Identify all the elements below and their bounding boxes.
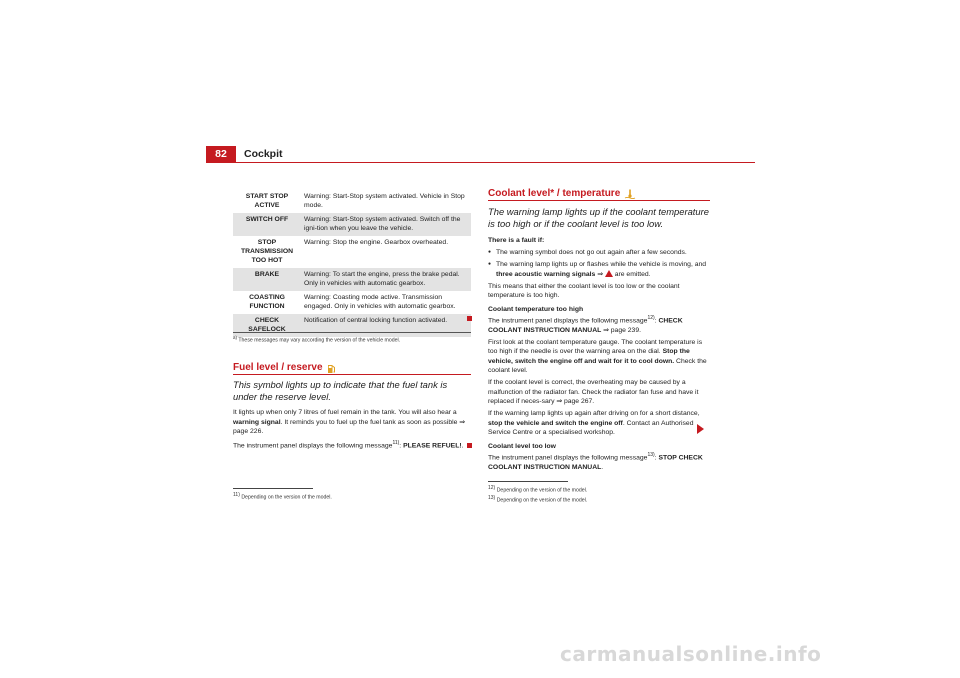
footnote-mark: a) [233, 335, 238, 340]
warning-triangle-icon [605, 270, 613, 277]
message-description: Warning: Start-Stop system activated. Switch off the igni-tion when you leave the vehicle. [301, 213, 471, 236]
message-code: BRAKE [233, 268, 301, 291]
coolant-footnotes [488, 485, 712, 504]
footnote-mark: 13) [488, 494, 496, 501]
text-run: . It reminds you to fuel up the fuel tank as soon as possible ⇒ page 226. [233, 418, 465, 435]
text-run: The instrument panel displays the following message [488, 317, 648, 325]
text-run: It lights up when only 7 litres of fuel remain in the tank. You will also hear a [233, 409, 457, 416]
paragraph [233, 439, 473, 451]
table-row [233, 268, 471, 291]
message-code: SWITCH OFF [233, 213, 301, 236]
page-header [206, 146, 755, 163]
coolant-section-title [488, 188, 636, 199]
text-run: ⇒ [595, 270, 605, 278]
message-code: STOP TRANSMISSION TOO HOT [240, 239, 294, 264]
table-row [233, 291, 471, 314]
subheading: Coolant temperature too high [488, 305, 584, 313]
footnote [488, 495, 712, 505]
text-run: The warning symbol does not go out again after a few seconds. [496, 249, 687, 256]
site-watermark: carmanualsonline.info [560, 642, 822, 666]
table-row [233, 213, 471, 236]
text-run: are emitted. [612, 270, 651, 278]
footnote-ref: 12) [647, 315, 655, 321]
footnote-rule [488, 481, 568, 482]
message-description: Notification of central locking function activated. [301, 314, 471, 337]
text-run: The instrument panel displays the following message [488, 454, 648, 462]
text-run: : [399, 442, 404, 450]
footnote-text: Depending on the version of the model. [496, 497, 588, 504]
section-divider [488, 200, 710, 201]
bold-text: warning signal [233, 418, 281, 426]
footnote-rule [233, 488, 313, 489]
paragraph [488, 282, 712, 301]
section-title-text: Coolant level* / temperature [488, 188, 621, 199]
fuel-lead-text: This symbol lights up to indicate that the fuel tank is under the reserve level. [233, 379, 448, 402]
text-run: The warning lamp lights up or flashes while the vehicle is moving, and [496, 261, 707, 268]
footnote-ref: 11) [392, 440, 400, 446]
fuel-body [233, 408, 473, 453]
text-run: This means that either the coolant level is too low or the coolant temperature is too high. [488, 282, 680, 299]
footnote-mark: 12) [488, 485, 496, 491]
text-run: . [461, 442, 464, 450]
footnote-text: Depending on the version of the model. [241, 494, 332, 501]
message-table [233, 190, 471, 337]
table-row [233, 236, 471, 268]
message-code: START STOP ACTIVE [245, 193, 289, 209]
chapter-title: Cockpit [244, 148, 283, 160]
section-title-text: Fuel level / reserve [233, 362, 323, 373]
message-description: Warning: Coasting mode active. Transmission engaged. Only in vehicles with automatic gearbox. [304, 294, 456, 310]
text-run: Check the coolant level. [488, 357, 707, 375]
message-description: Warning: Stop the engine. Gearbox overheated. [304, 239, 449, 246]
footnote-text: These messages may vary according the version of the vehicle model. [238, 337, 401, 344]
subheading: There is a fault if: [488, 237, 545, 244]
text-run: . Contact an Authorised Service Centre or a specialised workshop. [488, 419, 694, 437]
page-number: 82 [206, 146, 236, 162]
footnote-text: Depending on the version of the model. [496, 487, 588, 494]
coolant-lead-text: The warning lamp lights up if the coolant temperature is too high or if the coolant level is too low. [488, 206, 709, 229]
continue-arrow-icon [697, 424, 704, 434]
bold-text: stop the vehicle and switch the engine off [488, 419, 623, 427]
text-run: If the warning lamp lights up again after driving on for a short distance, [488, 410, 700, 418]
paragraph [488, 305, 712, 336]
footnote [488, 485, 712, 495]
fuel-section-title [233, 362, 334, 373]
fuel-footnote [233, 492, 473, 502]
subheading: Coolant level too low [488, 442, 556, 450]
message-description: Warning: To start the engine, press the brake pedal. Only in vehicles with automatic gearbox. [301, 268, 471, 291]
paragraph [488, 442, 712, 473]
text-run: If the coolant level is correct, the overheating may be caused by a malfunction of the radiator fan. Check the radiator fan fuse and have it replaced if neces-sary ⇒ page 267. [488, 379, 699, 406]
text-run: : [654, 454, 659, 462]
fuel-pump-icon [327, 363, 334, 372]
paragraph [488, 409, 712, 438]
bullet-item [488, 260, 712, 279]
bold-text: CHECK COOLANT INSTRUCTION MANUAL [488, 317, 683, 334]
paragraph [233, 408, 473, 437]
paragraph [488, 378, 712, 407]
bold-text: Stop the vehicle, switch the engine off and wait for it to cool down. [488, 348, 690, 365]
section-end-mark [467, 443, 472, 448]
footnote-mark: 11) [233, 492, 240, 498]
table-row [233, 190, 471, 213]
bold-text: three acoustic warning signals [496, 270, 596, 278]
text-run: First look at the coolant temperature gauge. The coolant temperature is too high if the needle is over the warning area on the dial. [488, 338, 703, 356]
footnote-ref: 13) [647, 452, 655, 459]
bold-text: PLEASE REFUEL! [403, 442, 462, 450]
message-code: COASTING FUNCTION [249, 294, 285, 310]
bullet-item [488, 248, 712, 258]
section-divider [233, 374, 471, 375]
text-run: The instrument panel displays the following message [233, 442, 393, 450]
message-code: CHECK SAFELOCK [233, 314, 301, 337]
message-description: Warning: Start-Stop system activated. Vehicle in Stop mode. [304, 193, 465, 209]
table-footnote [233, 332, 471, 344]
text-run: : [654, 317, 659, 325]
text-run: ⇒ page 239. [601, 326, 641, 334]
text-run: . [601, 464, 604, 472]
section-end-mark [467, 316, 472, 321]
coolant-temperature-icon [624, 189, 636, 199]
paragraph [488, 338, 712, 376]
paragraph [488, 236, 712, 246]
coolant-body [488, 236, 712, 475]
bold-text: STOP CHECK COOLANT INSTRUCTION MANUAL [488, 454, 703, 472]
